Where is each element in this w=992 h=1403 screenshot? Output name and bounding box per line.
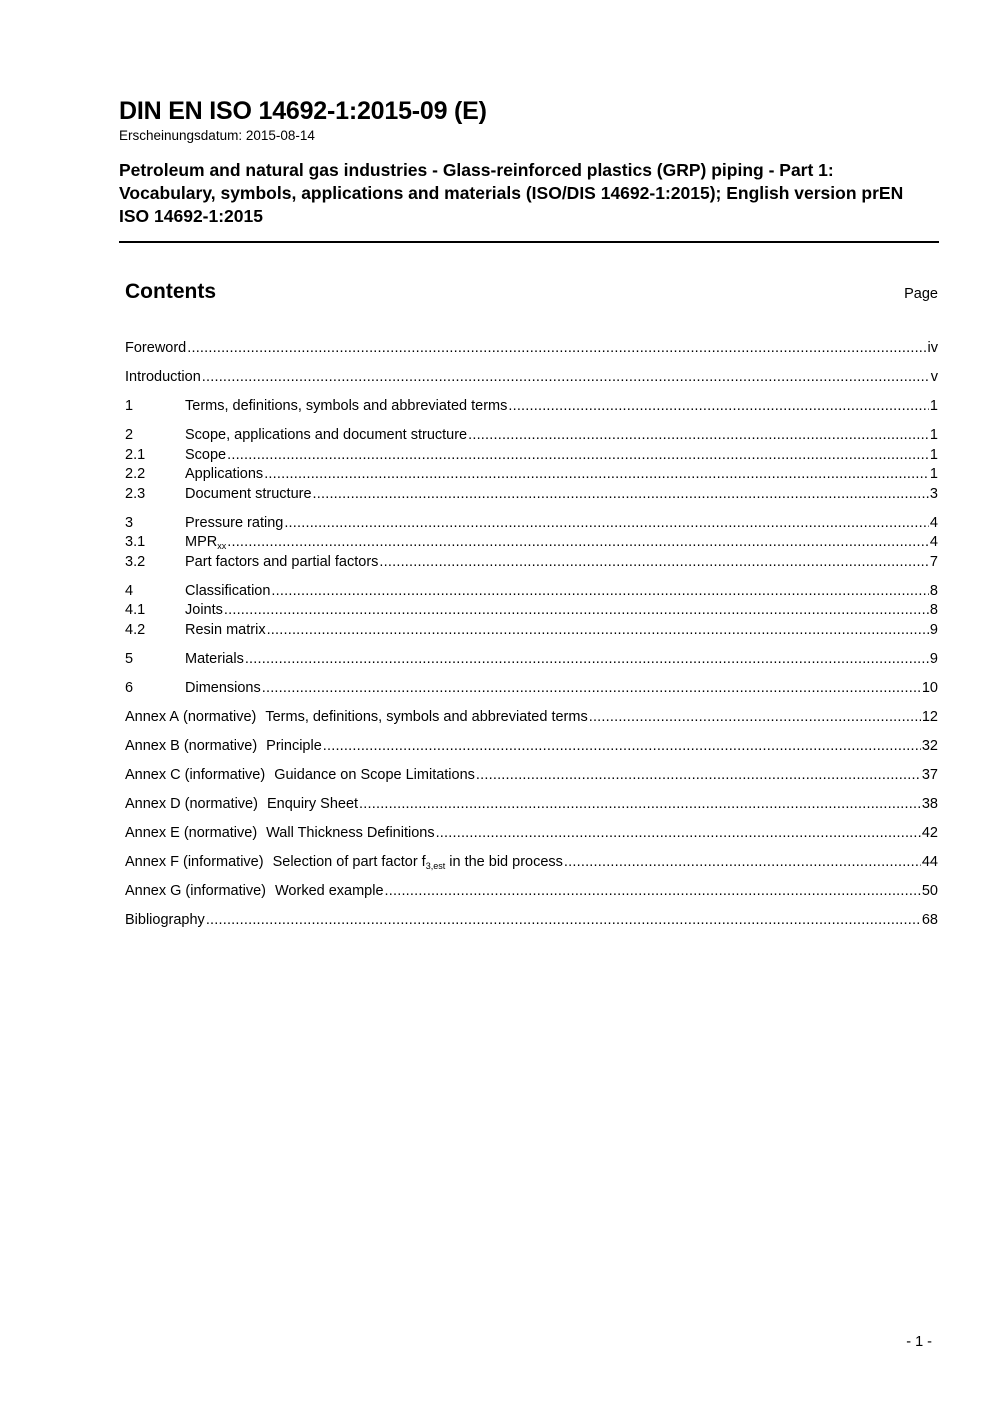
toc-entry-annex-d[interactable]: [125, 795, 938, 815]
page-column-label: Page: [904, 286, 938, 302]
dot-leader: [271, 582, 929, 602]
dot-leader: [202, 368, 930, 388]
toc-entry-section-2-3[interactable]: [125, 485, 938, 505]
toc-entry-page: 4: [929, 534, 938, 550]
toc-entry-page: 44: [921, 853, 938, 870]
toc-entry-number: 4.1: [125, 602, 146, 618]
publication-date: Erscheinungsdatum: 2015-08-14: [119, 128, 315, 143]
toc-entry-page: 1: [929, 427, 938, 443]
toc-entry-title: Terms, definitions, symbols and abbreviated terms: [265, 708, 588, 725]
toc-entry-page: 38: [921, 795, 938, 812]
annex-label: Annex E: [125, 824, 180, 841]
toc-entry-section-4-1[interactable]: [125, 601, 938, 621]
toc-entry-title: Applications: [185, 466, 264, 482]
dot-leader: [224, 601, 929, 621]
annex-label: Annex B: [125, 737, 180, 754]
annex-type: (informative): [185, 882, 266, 899]
toc-entry-page: 8: [929, 582, 938, 599]
dot-leader: [264, 465, 929, 485]
dot-leader: [267, 621, 929, 641]
toc-entry-title: Scope, applications and document structure: [185, 427, 468, 443]
contents-title: Contents: [125, 280, 216, 303]
toc-entry-annex-f[interactable]: [125, 853, 938, 873]
toc-entry-annex-e[interactable]: [125, 824, 938, 844]
toc-entry-number: 5: [125, 650, 134, 667]
toc-entry-title: Enquiry Sheet: [266, 795, 359, 812]
toc-entry-title: Dimensions: [185, 679, 261, 696]
toc-entry-section-2-2[interactable]: [125, 465, 938, 485]
document-header: [119, 96, 939, 228]
toc-entry-number: 3.1: [125, 534, 146, 550]
annex-type: (normative): [183, 737, 258, 754]
toc-entry-title: Pressure rating: [185, 514, 284, 531]
toc-entry-title: Guidance on Scope Limitations: [274, 766, 475, 783]
toc-entry-title: Document structure: [185, 485, 312, 502]
toc-entry-bibliography[interactable]: [125, 911, 938, 931]
toc-entry-page: v: [930, 369, 938, 385]
toc-entry-number: 4.2: [125, 621, 146, 638]
toc-entry-page: 9: [929, 621, 938, 638]
dot-leader: [262, 679, 921, 699]
toc-entry-page: 8: [929, 602, 938, 618]
toc-entry-page: 12: [921, 708, 938, 725]
toc-entry-annex-b[interactable]: [125, 737, 938, 757]
toc-entry-title: Worked example: [275, 882, 384, 899]
annex-type: (informative): [183, 853, 264, 870]
toc-entry-page: 37: [921, 766, 938, 783]
toc-entry-number: 3: [125, 514, 134, 531]
annex-type: (normative): [184, 795, 258, 812]
annex-type: (normative): [183, 824, 258, 841]
toc-entry-title: Part factors and partial factors: [185, 553, 379, 570]
annex-label: Annex F: [125, 853, 179, 870]
toc-entry-title-main: Selection of part factor f: [272, 853, 426, 870]
toc-entry-title-subscript: xx: [217, 541, 227, 551]
dot-leader: [359, 795, 921, 815]
toc-entry-title: Classification: [185, 582, 271, 599]
toc-entry-section-3-1[interactable]: [125, 533, 938, 553]
dot-leader: [313, 485, 929, 505]
annex-label: Annex G: [125, 882, 182, 899]
toc-entry-page: 4: [929, 514, 938, 531]
toc-entry-page: 10: [921, 679, 938, 696]
toc-entry-page: 3: [929, 485, 938, 502]
toc-entry-title: Materials: [185, 650, 244, 667]
toc-entry-number: 2: [125, 427, 134, 443]
toc-entry-page: 1: [929, 398, 938, 414]
header-divider: [119, 241, 939, 243]
dot-leader: [227, 533, 929, 553]
dot-leader: [379, 553, 929, 573]
toc-entry-title: Foreword: [125, 340, 187, 356]
toc-entry-title: Wall Thickness Definitions: [266, 824, 435, 841]
dot-leader: [323, 737, 921, 757]
dot-leader: [284, 514, 929, 534]
toc-entry-title: [273, 853, 563, 873]
toc-entry-foreword[interactable]: [125, 339, 938, 359]
annex-label: Annex D: [125, 795, 181, 812]
annex-type: (normative): [183, 708, 257, 725]
toc-entry-section-4-2[interactable]: [125, 621, 938, 641]
toc-entry-page: 50: [921, 882, 938, 899]
toc-entry-number: 4: [125, 582, 134, 599]
toc-entry-page: 32: [921, 737, 938, 754]
toc-entry-title: Joints: [185, 602, 223, 618]
toc-entry-title-subscript: 3,est: [425, 860, 446, 871]
toc-entry-title: Principle: [266, 737, 322, 754]
toc-entry-number: 1: [125, 398, 134, 414]
footer-page-number: - 1 -: [906, 1334, 932, 1350]
dot-leader: [564, 853, 921, 873]
dot-leader: [508, 397, 929, 417]
toc-entry-page: 9: [929, 650, 938, 667]
dot-leader: [385, 882, 921, 902]
toc-entry-page: 1: [929, 446, 938, 463]
dot-leader: [206, 911, 921, 931]
toc-entry-title: Terms, definitions, symbols and abbreviated terms: [185, 398, 508, 414]
dot-leader: [187, 339, 926, 359]
dot-leader: [436, 824, 921, 844]
document-title: Petroleum and natural gas industries - Glass-reinforced plastics (GRP) piping - Part 1: Vocabulary, symbols, applications and materials (ISO/DIS 14692-1:2015); English version prEN ISO 14692-1:2015: [119, 160, 904, 226]
toc-entry-page: iv: [927, 340, 938, 356]
toc-entry-title-main: MPR: [185, 534, 218, 550]
toc-entry-number: 2.3: [125, 485, 146, 502]
toc-entry-page: 7: [929, 553, 938, 570]
document-id: DIN EN ISO 14692-1:2015-09 (E): [119, 97, 487, 125]
toc-entry-annex-c[interactable]: [125, 766, 938, 786]
toc-entry-title: Resin matrix: [185, 621, 266, 638]
toc-entry-number: 2.2: [125, 466, 146, 482]
toc-entry-page: 42: [921, 824, 938, 841]
toc-entry-section-5[interactable]: [125, 650, 938, 670]
toc-entry-section-2[interactable]: [125, 426, 938, 446]
toc-entry-section-1[interactable]: [125, 397, 938, 417]
toc-entry-introduction[interactable]: [125, 368, 938, 388]
toc-entry-section-4[interactable]: [125, 582, 938, 602]
toc-entry-title: Bibliography: [125, 911, 205, 928]
toc-entry-section-3[interactable]: [125, 514, 938, 534]
dot-leader: [227, 446, 929, 466]
toc-entry-number: 3.2: [125, 553, 146, 570]
toc-entry-title: Introduction: [125, 369, 201, 385]
dot-leader: [589, 708, 921, 728]
toc-entry-number: 6: [125, 679, 134, 696]
toc-entry-section-2-1[interactable]: [125, 446, 938, 466]
toc-entry-annex-g[interactable]: [125, 882, 938, 902]
annex-label: Annex C: [125, 766, 181, 783]
toc-entry-number: 2.1: [125, 446, 146, 463]
dot-leader: [476, 766, 921, 786]
table-of-contents: [125, 339, 938, 930]
toc-entry-section-3-2[interactable]: [125, 553, 938, 573]
toc-entry-section-6[interactable]: [125, 679, 938, 699]
annex-label: Annex A: [125, 708, 180, 725]
contents-heading-row: [125, 279, 938, 309]
toc-entry-title: [185, 533, 226, 553]
toc-entry-page: 1: [929, 466, 938, 482]
dot-leader: [245, 650, 929, 670]
dot-leader: [468, 426, 929, 446]
toc-entry-annex-a[interactable]: [125, 708, 938, 728]
toc-entry-title-rest: in the bid process: [445, 853, 563, 870]
toc-entry-page: 68: [921, 911, 938, 928]
annex-type: (informative): [184, 766, 266, 783]
toc-entry-title: Scope: [185, 446, 227, 463]
